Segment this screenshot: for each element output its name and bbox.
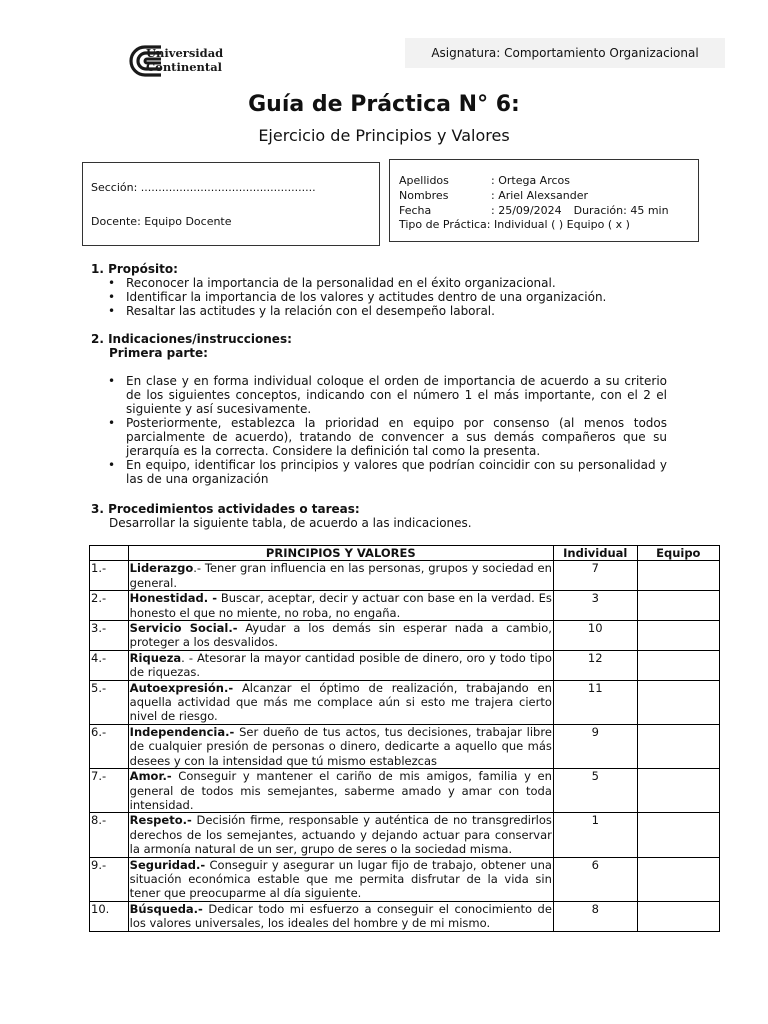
list-item: • Resaltar las actitudes y la relación con el desempeño laboral. — [102, 304, 691, 318]
surname-row: Apellidos : Ortega Arcos — [399, 174, 570, 187]
list-item: • En equipo, identificar los principios y valores que podrían coincidir con su personalidad y las de una organización — [102, 458, 667, 486]
date-row: Fecha : 25/09/2024 Duración: 45 min — [399, 204, 669, 217]
date-value: : 25/09/2024 — [491, 204, 562, 217]
page-subtitle: Ejercicio de Principios y Valores — [258, 126, 510, 145]
table-row: 6.- Independencia.- Ser dueño de tus actos, tus decisiones, trabajar libre de cualquier presión de personas o dinero, dedicarte a aquello que más desees y con la intensidad que tú mismo establezcas 9 — [90, 724, 720, 768]
table-row: 10. Búsqueda.- Dedicar todo mi esfuerzo a conseguir el conocimiento de los valores universales, los ideales del hombre y de mi mismo. 8 — [90, 901, 720, 931]
first-part-heading: Primera parte: — [109, 346, 208, 360]
table-row: 3.- Servicio Social.- Ayudar a los demás sin esperar nada a cambio, proteger a los desvalidos. 10 — [90, 621, 720, 651]
university-name: Universidad Continental — [146, 46, 224, 74]
team-rank[interactable] — [637, 901, 719, 931]
subject-label: Asignatura: Comportamiento Organizacional — [405, 38, 725, 68]
practice-type-row: Tipo de Práctica: Individual ( ) Equipo ( x ) — [399, 218, 630, 231]
individual-rank[interactable]: 1 — [553, 813, 637, 857]
team-rank[interactable] — [637, 769, 719, 813]
teacher-field: Docente: Equipo Docente — [91, 215, 232, 228]
principles-values-table — [89, 545, 720, 932]
column-header-team: Equipo — [637, 546, 719, 561]
instructions-section — [91, 332, 691, 486]
individual-rank[interactable]: 6 — [553, 857, 637, 901]
individual-rank[interactable]: 5 — [553, 769, 637, 813]
individual-rank[interactable]: 8 — [553, 901, 637, 931]
individual-rank[interactable]: 9 — [553, 724, 637, 768]
purpose-heading: 1. Propósito: — [91, 262, 178, 276]
procedures-text: Desarrollar la siguiente tabla, de acuerdo a las indicaciones. — [109, 516, 472, 530]
names-row: Nombres : Ariel Alexsander — [399, 189, 589, 202]
individual-rank[interactable]: 11 — [553, 680, 637, 724]
individual-rank[interactable]: 12 — [553, 650, 637, 680]
purpose-section — [91, 262, 691, 318]
column-header-individual: Individual — [553, 546, 637, 561]
team-rank[interactable] — [637, 813, 719, 857]
team-rank[interactable] — [637, 561, 719, 591]
table-header-row — [90, 546, 720, 561]
column-header-principles: PRINCIPIOS Y VALORES — [128, 546, 553, 561]
duration-value: Duración: 45 min — [573, 204, 669, 217]
team-rank[interactable] — [637, 724, 719, 768]
page-title: Guía de Práctica N° 6: — [248, 92, 520, 117]
list-item: • Reconocer la importancia de la personalidad en el éxito organizacional. — [102, 276, 691, 290]
list-item: • En clase y en forma individual coloque el orden de importancia de acuerdo a su criterio de los siguientes conceptos, indicando con el número 1 el más importante, con el 2 el siguiente y así sucesivamente. — [102, 374, 667, 416]
table-row: 9.- Seguridad.- Conseguir y asegurar un lugar fijo de trabajo, obtener una situación económica estable que me permita disfrutar de la vida sin tener que preocuparme al día siguiente. 6 — [90, 857, 720, 901]
table-row: 7.- Amor.- Conseguir y mantener el cariño de mis amigos, familia y en general de todos mis semejantes, saberme amado y amar con toda intensidad. 5 — [90, 769, 720, 813]
individual-rank[interactable]: 10 — [553, 621, 637, 651]
table-row: 5.- Autoexpresión.- Alcanzar el óptimo de realización, trabajando en aquella actividad que más me complace aún si esto me trajera cierto nivel de riesgo. 11 — [90, 680, 720, 724]
table-row: 1.- Liderazgo.- Tener gran influencia en las personas, grupos y sociedad en general. 7 — [90, 561, 720, 591]
surname-value: : Ortega Arcos — [491, 174, 570, 187]
student-info-box — [389, 159, 699, 242]
individual-rank[interactable]: 7 — [553, 561, 637, 591]
table-row: 4.- Riqueza. - Atesorar la mayor cantidad posible de dinero, oro y todo tipo de riquezas. 12 — [90, 650, 720, 680]
team-rank[interactable] — [637, 650, 719, 680]
individual-rank[interactable]: 3 — [553, 591, 637, 621]
team-rank[interactable] — [637, 857, 719, 901]
table-row: 8.- Respeto.- Decisión firme, responsable y auténtica de no transgredirlos derechos de los semejantes, actuando y dejando actuar para conservar la armonía natural de un ser, grupo de seres o la sociedad misma. 1 — [90, 813, 720, 857]
list-item: • Posteriormente, establezca la prioridad en equipo por consenso (al menos todos parcialmente de acuerdo), tratando de convencer a sus demás compañeros que su jerarquía es la correcta. Considere la definición tal como la presenta. — [102, 416, 667, 458]
section-field: Sección: .................................................. — [91, 181, 316, 194]
procedures-section — [91, 502, 691, 530]
list-item: • Identificar la importancia de los valores y actitudes dentro de una organización. — [102, 290, 691, 304]
team-rank[interactable] — [637, 621, 719, 651]
team-rank[interactable] — [637, 680, 719, 724]
team-rank[interactable] — [637, 591, 719, 621]
column-header-number — [90, 546, 129, 561]
names-value: : Ariel Alexsander — [491, 189, 589, 202]
section-info-box — [82, 162, 380, 246]
table-row: 2.- Honestidad. - Buscar, aceptar, decir y actuar con base en la verdad. Es honesto el que no miente, no roba, no engaña. 3 — [90, 591, 720, 621]
instructions-heading: 2. Indicaciones/instrucciones: — [91, 332, 292, 346]
procedures-heading: 3. Procedimientos actividades o tareas: — [91, 502, 360, 516]
